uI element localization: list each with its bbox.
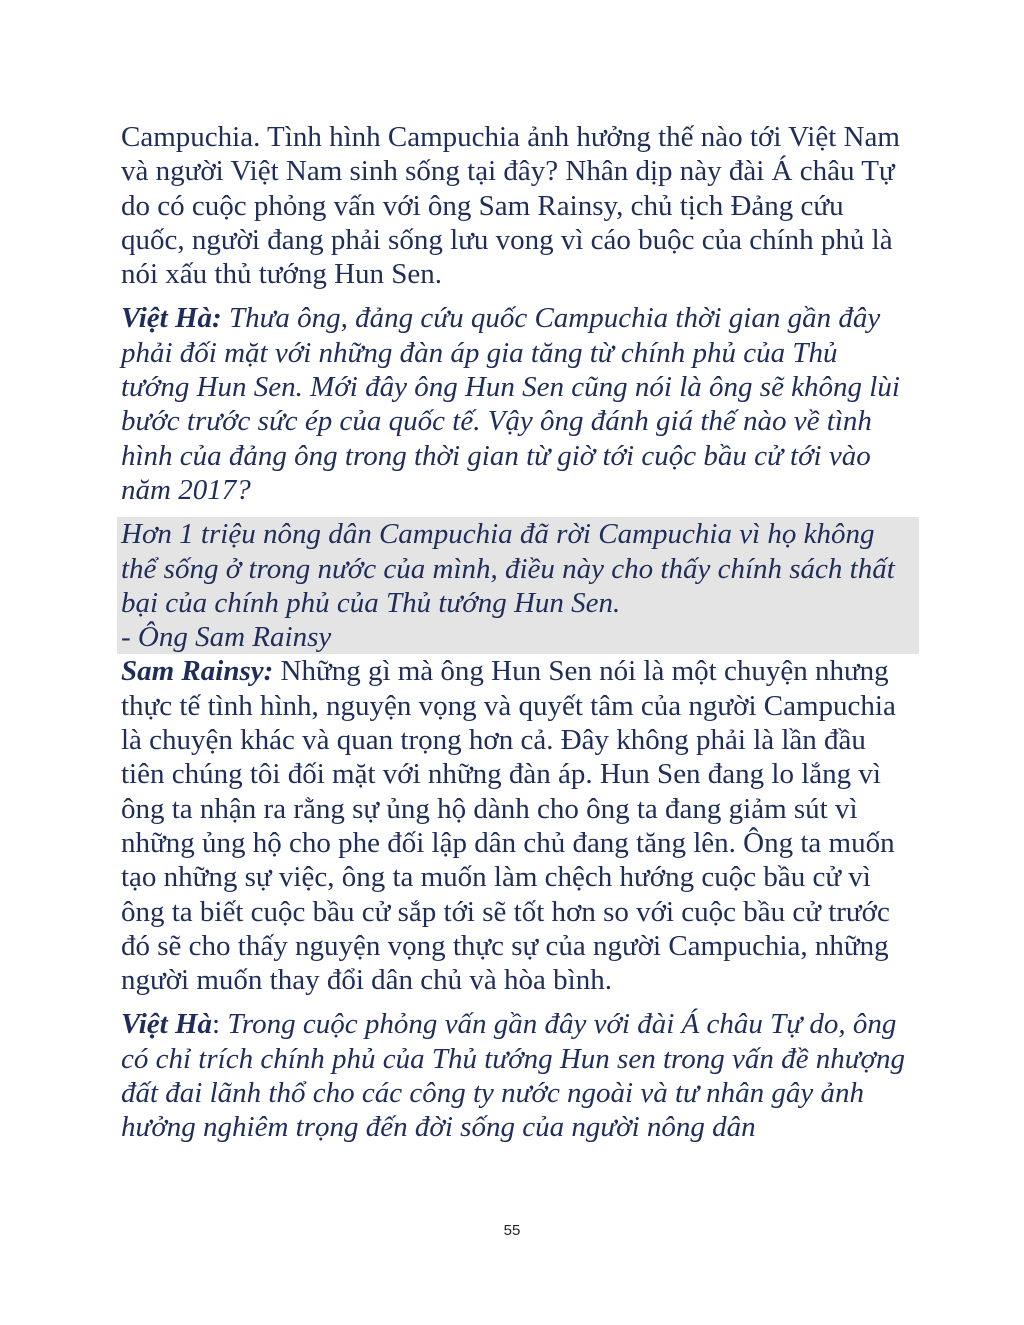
answer-paragraph-1 <box>121 654 911 997</box>
question-text-2: Trong cuộc phỏng vấn gần đây với đài Á châu Tự do, ông có chỉ trích chính phủ của Thủ tướng Hun sen trong vấn đề nhượng đất đai lãnh thổ cho các công ty nước ngoài và tư nhân gây ảnh hưởng nghiêm trọng đến đời sống của người nông dân <box>121 1008 906 1144</box>
question-speaker-2: Việt Hà <box>121 1008 213 1041</box>
question-paragraph-2 <box>121 1007 911 1144</box>
page-number: 55 <box>503 1222 521 1239</box>
question-speaker: Việt Hà: <box>121 302 222 335</box>
intro-paragraph: Campuchia. Tình hình Campuchia ảnh hưởng thế nào tới Việt Nam và người Việt Nam sinh sống tại đây? Nhân dịp này đài Á châu Tự do có cuộc phỏng vấn với ông Sam Rainsy, chủ tịch Đảng cứu quốc, người đang phải sống lưu vong vì cáo buộc của chính phủ là nói xấu thủ tướng Hun Sen. <box>121 121 900 291</box>
article-body <box>121 120 911 1155</box>
question-paragraph-1 <box>121 301 911 507</box>
question-colon-2: : <box>212 1008 221 1041</box>
question-text: Thưa ông, đảng cứu quốc Campuchia thời gian gần đây phải đối mặt với những đàn áp gia tăng từ chính phủ của Thủ tướng Hun Sen. Mới đây ông Hun Sen cũng nói là ông sẽ không lùi bước trước sức ép của quốc tế. Vậy ông đánh giá thế nào về tình hình của đảng ông trong thời gian từ giờ tới cuộc bầu cử tới vào năm 2017? <box>121 302 900 506</box>
answer-text: Những gì mà ông Hun Sen nói là một chuyện nhưng thực tế tình hình, nguyện vọng và quyết tâm của người Campuchia là chuyện khác và quan trọng hơn cả. Đây không phải là lần đầu tiên chúng tôi đối mặt với những đàn áp. Hun Sen đang lo lắng vì ông ta nhận ra rằng sự ủng hộ dành cho ông ta đang giảm sút vì những ủng hộ cho phe đối lập dân chủ đang tăng lên. Ông ta muốn tạo những sự việc, ông ta muốn làm chệch hướng cuộc bầu cử vì ông ta biết cuộc bầu cử sắp tới sẽ tốt hơn so với cuộc bầu cử trước đó sẽ cho thấy nguyện vọng thực sự của người Campuchia, những người muốn thay đổi dân chủ và hòa bình. <box>121 655 896 997</box>
pull-quote-text: Hơn 1 triệu nông dân Campuchia đã rời Campuchia vì họ không thể sống ở trong nước của mình, điều này cho thấy chính sách thất bại của chính phủ của Thủ tướng Hun Sen. <box>121 518 895 619</box>
pull-quote <box>117 517 919 654</box>
pull-quote-attribution: - Ông Sam Rainsy <box>121 621 332 654</box>
answer-speaker: Sam Rainsy: <box>121 655 274 688</box>
